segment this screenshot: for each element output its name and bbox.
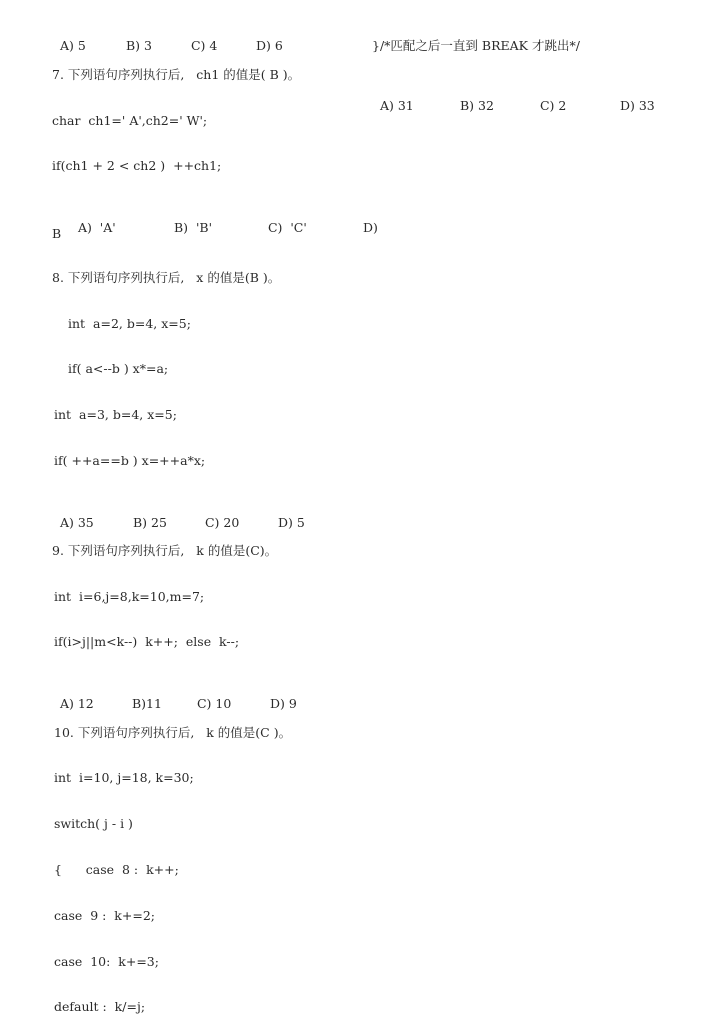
q7-option-d-wrap: B bbox=[52, 226, 62, 241]
q9-option-c: C) 10 bbox=[196, 696, 232, 711]
q8-option-a: A) 35 bbox=[59, 515, 94, 530]
q8-options bbox=[52, 499, 305, 531]
q6-option-d: D) 6 bbox=[255, 38, 283, 53]
q6-options bbox=[52, 22, 283, 54]
q9-option-b: B)11 bbox=[131, 696, 162, 711]
q7-options bbox=[70, 204, 378, 236]
q8-title: 8. 下列语句序列执行后, x 的值是(B )。 bbox=[52, 270, 281, 285]
q9-options bbox=[52, 680, 297, 712]
q10-code-line-1: int i=10, j=18, k=30; bbox=[54, 770, 194, 785]
q8-code-line-2: if( a<--b ) x*=a; bbox=[68, 361, 169, 376]
right-options bbox=[372, 82, 655, 114]
q10-code-line-3: { case 8 : k++; bbox=[54, 862, 179, 877]
q7-option-d: D) bbox=[362, 220, 378, 235]
q10-code-line-2: switch( j - i ) bbox=[54, 816, 133, 831]
q7-title: 7. 下列语句序列执行后, ch1 的值是( B )。 bbox=[52, 67, 301, 82]
q9-option-a: A) 12 bbox=[59, 696, 94, 711]
q8-code-line-3: int a=3, b=4, x=5; bbox=[54, 407, 177, 422]
switch-comment: }/*匹配之后一直到 BREAK 才跳出*/ bbox=[372, 38, 580, 53]
q7-code-line-1: char ch1=' A',ch2=' W'; bbox=[52, 113, 208, 128]
right-option-c: C) 2 bbox=[539, 98, 567, 113]
q9-code-line-2: if(i>j||m<k--) k++; else k--; bbox=[54, 634, 240, 649]
q8-code-line-4: if( ++a==b ) x=++a*x; bbox=[54, 453, 206, 468]
q9-title: 9. 下列语句序列执行后, k 的值是(C)。 bbox=[52, 543, 278, 558]
q8-option-c: C) 20 bbox=[204, 515, 240, 530]
q10-title: 10. 下列语句序列执行后, k 的值是(C )。 bbox=[54, 725, 292, 740]
q8-option-b: B) 25 bbox=[132, 515, 167, 530]
q7-option-c: C) 'C' bbox=[267, 220, 307, 235]
q8-option-d: D) 5 bbox=[277, 515, 305, 530]
q8-code-line-1: int a=2, b=4, x=5; bbox=[68, 316, 191, 331]
right-option-a: A) 31 bbox=[379, 98, 414, 113]
q7-option-b: B) 'B' bbox=[173, 220, 213, 235]
right-option-d: D) 33 bbox=[619, 98, 655, 113]
q6-option-b: B) 3 bbox=[125, 38, 152, 53]
q7-option-a: A) 'A' bbox=[77, 220, 116, 235]
q9-option-d: D) 9 bbox=[269, 696, 297, 711]
q7-code-line-2: if(ch1 + 2 < ch2 ) ++ch1; bbox=[52, 158, 222, 173]
q6-option-a: A) 5 bbox=[59, 38, 86, 53]
q10-code-line-5: case 10: k+=3; bbox=[54, 954, 159, 969]
q10-code-line-6: default : k/=j; bbox=[54, 999, 146, 1014]
q6-option-c: C) 4 bbox=[190, 38, 218, 53]
q10-code-line-4: case 9 : k+=2; bbox=[54, 908, 155, 923]
q9-code-line-1: int i=6,j=8,k=10,m=7; bbox=[54, 589, 205, 604]
right-option-b: B) 32 bbox=[459, 98, 494, 113]
